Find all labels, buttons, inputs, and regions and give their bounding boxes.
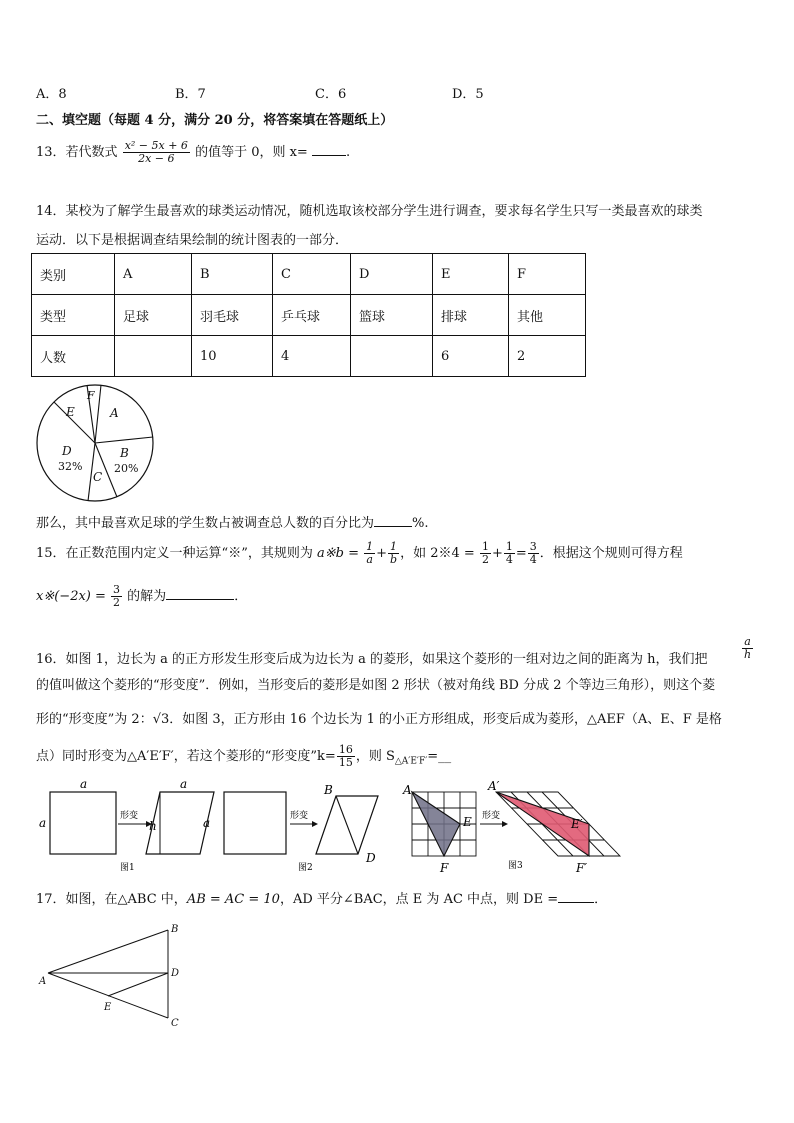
q15-ex-frac3	[528, 541, 539, 566]
fig1-label-a-top: a	[80, 778, 88, 791]
q13-numerator: x² − 5x + 6	[124, 139, 188, 152]
label-e: E	[104, 1002, 112, 1013]
fig1-arrow-label: 形变	[120, 811, 139, 821]
fig3-label-e-prime: E′	[571, 817, 583, 831]
choice-c: C．6	[315, 87, 347, 102]
fig3-label-a-prime: A′	[488, 779, 500, 793]
fig1-label-a-left: a	[39, 816, 47, 830]
fig1-label-a-top2: a	[180, 778, 188, 791]
q14-question-text: 那么，其中最喜欢足球的学生数占被调查总人数的百分比为	[36, 516, 375, 531]
q16-sub: △A′E′F′	[394, 756, 428, 767]
q15-ex-num2: 1	[505, 540, 513, 553]
table-row	[32, 336, 586, 377]
table-cell: 其他	[509, 295, 586, 336]
q15-eq-frac	[111, 584, 122, 609]
q15-ex-den2: 4	[505, 553, 513, 566]
q16-line3a: 形的“形变度”为 2：	[36, 712, 153, 727]
table-cell: D	[351, 254, 433, 295]
question-15: 15．在正数范围内定义一种运算“※”，其规则为 a※b = $\frac{1}{a}$ + $\frac{1}{b}$ ，如 2※4 = $\frac{1}{2}$ + $\frac{1}{4}$ = $\frac{3}{4}$ ．根据这个规则可得方程	[36, 540, 683, 566]
table-cell: E	[433, 254, 509, 295]
fig3-arrow-label: 形变	[482, 811, 501, 821]
pie-divider	[95, 385, 101, 443]
fig2-diagonal-bd	[336, 796, 358, 854]
table-row	[32, 254, 586, 295]
table-cell: 4	[273, 336, 351, 377]
q15-answer-blank[interactable]	[166, 598, 234, 600]
q16-k-frac	[337, 744, 355, 769]
q15-equation: x※(−2x) =	[36, 589, 106, 604]
q16-frac-ah	[742, 636, 753, 661]
question-17	[36, 888, 607, 907]
q17-prefix: 17．如图，在△ABC 中，	[36, 892, 187, 907]
pie-divider	[95, 437, 153, 443]
label-a: A	[39, 976, 47, 987]
label-b: B	[171, 924, 179, 935]
q16-frac	[741, 636, 754, 661]
survey-table	[31, 253, 586, 377]
q16-line3	[36, 708, 722, 727]
table-cell: C	[273, 254, 351, 295]
q16-line3b: ．如图 3，正方形由 16 个边长为 1 的小正方形组成，形变后成为菱形，△AEF（A、E、F 是格	[169, 712, 722, 727]
pie-label-b: B	[120, 446, 129, 460]
pie-label-a: A	[110, 406, 119, 420]
pie-label-b-pct: 20%	[114, 462, 139, 475]
q15-rule-num1: 1	[366, 540, 374, 553]
fig2-label-d: D	[366, 851, 376, 865]
q15-example-prefix: ，如	[400, 546, 427, 561]
table-cell: 10	[192, 336, 273, 377]
section-title: 二、填空题（每题 4 分，满分 20 分，将答案填在答题纸上）	[36, 113, 394, 128]
q17-cond1: AB = AC = 10	[186, 892, 280, 907]
table-cell: 排球	[433, 295, 509, 336]
q15-rule: a※b =	[316, 546, 359, 561]
q15-rule-frac1	[364, 541, 375, 566]
q13-fraction	[123, 140, 190, 165]
q15-eq-num: 3	[113, 583, 121, 596]
table-cell: 6	[433, 336, 509, 377]
table-cell: B	[192, 254, 273, 295]
q15-rule-num2: 1	[388, 541, 399, 554]
choice-a: A．8	[36, 87, 67, 102]
choice-b: B．7	[175, 87, 206, 102]
table-cell: 人数	[32, 336, 115, 377]
choice-d: D．5	[452, 87, 484, 102]
pie-label-e: E	[66, 405, 75, 419]
q14-line2: 运动．以下是根据调查结果绘制的统计图表的一部分．	[36, 233, 349, 248]
q15-ex-den1: 2	[481, 553, 489, 566]
fig2-arrow-label: 形变	[290, 811, 309, 821]
segment-ab	[48, 930, 168, 973]
triangle-figure	[36, 918, 186, 1030]
table-cell: F	[509, 254, 586, 295]
q16-line1a: 16．如图 1，边长为 a 的正方形发生形变后成为边长为 a 的菱形，如果这个菱形的一组对边之间的距离为 h，我们把	[36, 652, 708, 667]
q16-line4	[36, 744, 451, 769]
q14-line1: 14．某校为了解学生最喜欢的球类运动情况，随机选取该校部分学生进行调查，要求每名学生只写一类最喜欢的球类	[36, 204, 703, 219]
q13-denominator: 2x − 6	[138, 152, 175, 165]
q15-rule-den1: a	[366, 553, 373, 566]
fig1-square	[50, 792, 116, 854]
q14-answer-blank[interactable]	[374, 525, 412, 527]
q15-line2	[36, 584, 247, 609]
q15-ex-num3: 3	[529, 540, 537, 553]
q16-frac-den: h	[744, 648, 752, 661]
pie-label-d-pct: 32%	[58, 460, 83, 473]
table-cell	[115, 336, 192, 377]
q13-prefix: 13．若代数式	[36, 145, 118, 160]
q15-rule-den2: b	[390, 553, 398, 566]
table-cell: A	[115, 254, 192, 295]
label-c: C	[171, 1018, 179, 1029]
fig2-caption: 图2	[298, 863, 313, 873]
q15-period: ．	[234, 589, 248, 604]
table-cell: 乒乓球	[273, 295, 351, 336]
fig1-label-a-right: a	[203, 816, 211, 830]
pie-dividers	[54, 385, 153, 501]
q17-end: ．	[594, 892, 608, 907]
q15-example: 2※4 =	[430, 546, 475, 561]
q13-answer-blank[interactable]	[312, 154, 346, 156]
table-cell: 足球	[115, 295, 192, 336]
fig2-arrow-head	[312, 821, 318, 827]
pie-label-c: C	[93, 470, 103, 484]
table-cell: 类型	[32, 295, 115, 336]
fig3-label-f-prime: F′	[576, 861, 588, 874]
q15-rule-frac2	[388, 541, 399, 566]
question-13: 13．若代数式 $\frac{\text{x² − 5x + 6}}{2x - 6}$ 的值等于 0，则 x= .	[36, 139, 351, 165]
q16-frac-num: a	[742, 636, 753, 649]
q17-answer-blank[interactable]	[558, 901, 594, 903]
fig1-label-h: h	[149, 819, 157, 833]
q15-line1b: ．根据这个规则可得方程	[539, 546, 683, 561]
pie-label-f: F	[87, 389, 95, 402]
q15-eq-den: 2	[113, 596, 121, 609]
table-cell: 羽毛球	[192, 295, 273, 336]
q15-line1a: 15．在正数范围内定义一种运算“※”，其规则为	[36, 546, 313, 561]
q16-line4b: ，则 S	[355, 749, 395, 764]
q16-line2: 的值叫做这个菱形的“形变度”．例如，当形变后的菱形是如图 2 形状（被对角线 BD 分成 2 个等边三角形），则这个菱	[36, 678, 716, 693]
table-cell: 2	[509, 336, 586, 377]
fig2-label-b: B	[324, 783, 333, 797]
table-row	[32, 295, 586, 336]
q16-line4a: 点）同时形变为△A′E′F′，若这个菱形的“形变度”k=	[36, 749, 336, 764]
fig2-square	[224, 792, 286, 854]
fig3-label-a: A	[403, 783, 412, 797]
fig3-label-f: F	[440, 861, 449, 874]
q15-ex-frac2	[504, 541, 515, 566]
q14-question	[36, 512, 429, 531]
table-cell	[351, 336, 433, 377]
q16-k-num: 16	[338, 743, 353, 756]
q13-suffix: 的值等于 0，则 x=	[195, 145, 308, 160]
segment-de	[108, 973, 168, 996]
deformation-figures	[36, 778, 626, 874]
q16-k-den: 15	[338, 756, 353, 769]
fig3-caption: 图3	[508, 861, 523, 871]
pie-label-d: D	[62, 444, 72, 458]
q16-line4c: =__	[427, 749, 452, 764]
q15-ex-den3: 4	[529, 553, 537, 566]
table-cell: 篮球	[351, 295, 433, 336]
q16-sqrt3: √3	[152, 712, 170, 727]
fig1-caption: 图1	[120, 863, 135, 873]
pie-chart	[34, 383, 156, 503]
q17-cond2: ，AD 平分∠BAC，点 E 为 AC 中点，则 DE =	[279, 892, 559, 907]
q15-line2-end: 的解为	[127, 589, 167, 604]
table-cell: 类别	[32, 254, 115, 295]
fig3-label-e: E	[463, 815, 472, 829]
label-d: D	[171, 968, 180, 979]
q15-ex-num1: 1	[481, 540, 489, 553]
q15-ex-frac1	[480, 541, 491, 566]
fig3-arrow-head	[502, 821, 508, 827]
q14-question-end: %.	[412, 516, 429, 531]
